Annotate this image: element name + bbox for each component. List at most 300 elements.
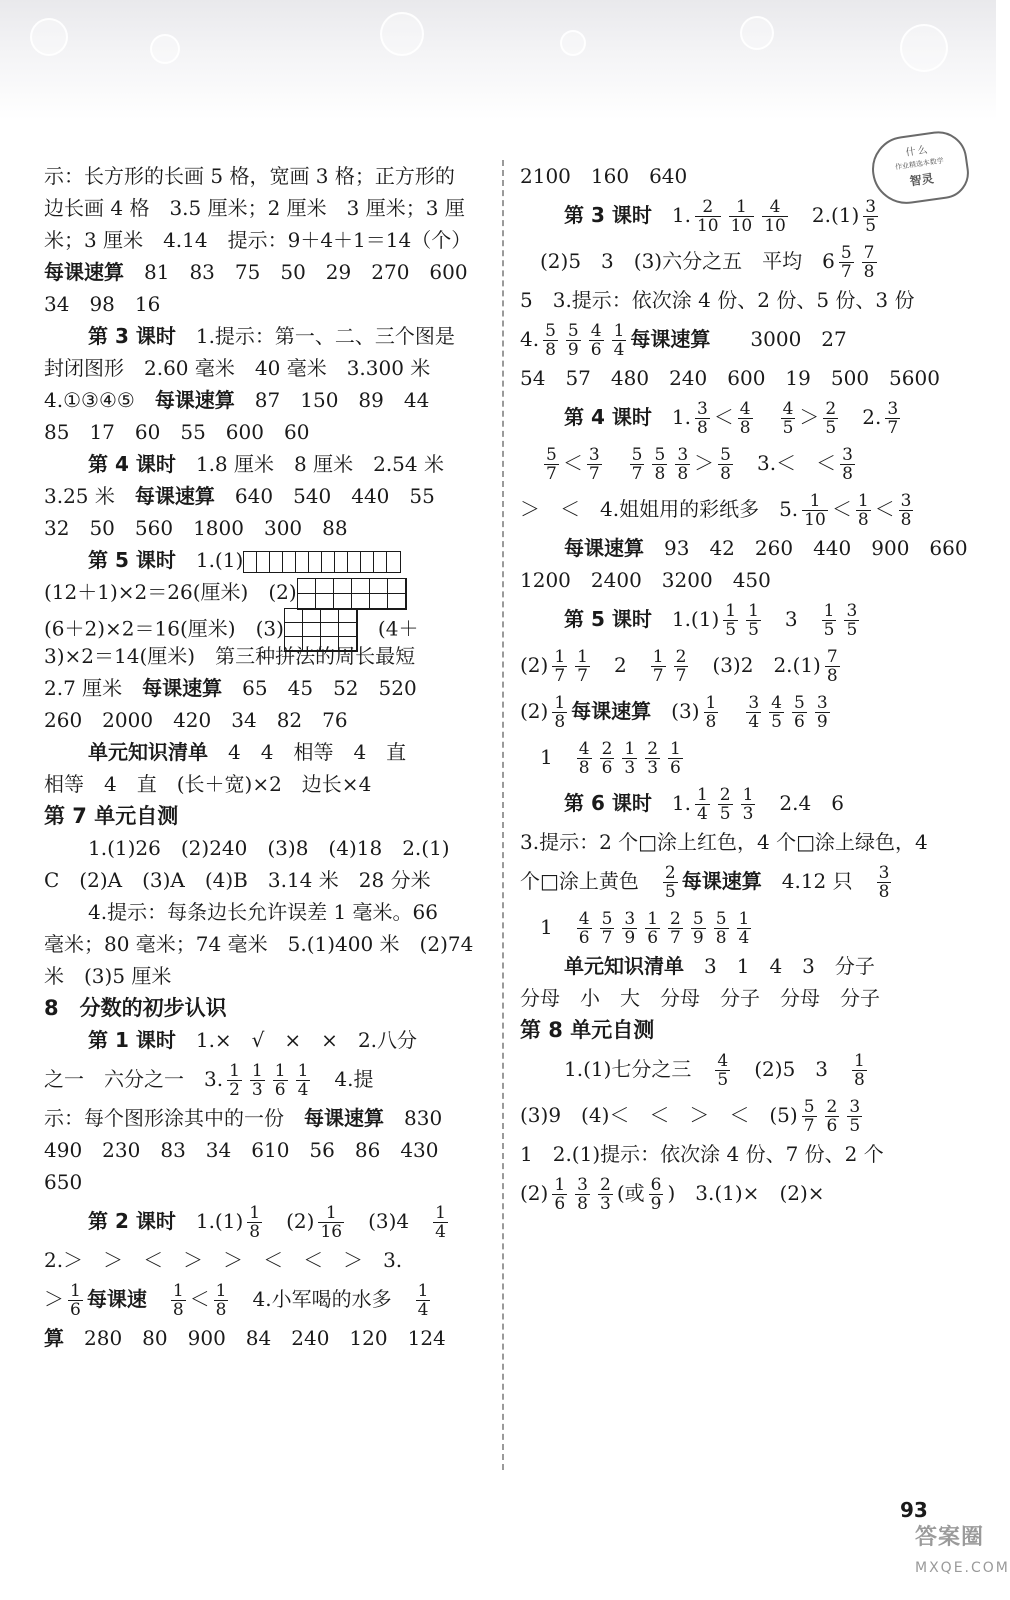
answer-line	[44, 160, 484, 192]
fraction-denominator: 6	[794, 711, 805, 732]
grid-cell	[283, 552, 296, 572]
answer-line	[520, 1170, 950, 1216]
label-bold: 第 4 课时	[564, 405, 652, 429]
answer-text: 1.	[651, 203, 691, 227]
fraction-numerator: 1	[554, 1174, 566, 1195]
fraction-denominator: 7	[554, 665, 566, 686]
fraction	[622, 908, 637, 948]
fraction-numerator: 3	[588, 444, 600, 465]
answer-text: ＞	[694, 451, 715, 475]
answer-line	[44, 928, 484, 960]
label-bold: 每课速算	[154, 388, 235, 412]
fraction	[729, 196, 755, 236]
fraction	[825, 646, 840, 686]
answer-text: (3)4	[348, 1209, 430, 1233]
answer-text: 3000 27	[730, 327, 847, 351]
answer-line	[44, 1056, 484, 1102]
answer-text: 1.(1)	[175, 548, 244, 572]
fraction-numerator: 5	[840, 242, 852, 263]
answer-text: (3)2 2.(1)	[692, 653, 821, 677]
label-bold: 第 5 课时	[88, 548, 176, 572]
fraction-denominator: 3	[742, 803, 754, 824]
answer-line	[44, 544, 484, 576]
answer-text: 2	[594, 653, 647, 677]
fraction-denominator: 6	[670, 757, 681, 778]
answer-text: ＞	[799, 405, 820, 429]
fraction-denominator: 8	[739, 417, 751, 438]
answer-line	[520, 688, 950, 734]
fraction	[802, 1096, 817, 1136]
fraction-denominator: 9	[816, 711, 828, 732]
right-answer-column	[520, 160, 968, 1216]
answer-text	[757, 405, 777, 429]
fraction-denominator: 8	[677, 463, 689, 484]
fraction-denominator: 5	[823, 619, 835, 640]
fraction	[877, 862, 892, 902]
fraction	[762, 196, 788, 236]
grid-cell	[352, 594, 370, 609]
fraction	[823, 398, 838, 438]
answer-text: 毫米；80 毫米；74 毫米 5.(1)400 米 (2)74	[44, 932, 474, 956]
fraction-denominator: 8	[826, 665, 838, 686]
fraction-numerator: 2	[702, 196, 714, 217]
answer-text: 1 2.(1)提示：依次涂 4 份、7 份、2 个	[520, 1142, 884, 1166]
fraction-numerator: 1	[70, 1280, 81, 1301]
fraction	[227, 1060, 242, 1100]
fraction	[598, 1174, 613, 1214]
fraction-denominator: 7	[577, 665, 588, 686]
fraction	[718, 444, 733, 484]
label-bold: 单元知识清单	[88, 740, 208, 764]
answer-line	[44, 288, 484, 320]
answer-line	[520, 486, 950, 532]
fraction	[433, 1202, 448, 1242]
answer-line	[44, 704, 484, 736]
answer-text: 1	[520, 915, 573, 939]
fraction-denominator: 16	[320, 1221, 343, 1242]
fraction-numerator: 2	[825, 398, 837, 419]
fraction-denominator: 9	[624, 927, 636, 948]
grid-cell	[370, 579, 388, 594]
answer-line	[44, 416, 484, 448]
answer-text: 830	[384, 1106, 443, 1130]
label-bold: 每课速算	[142, 676, 223, 700]
answer-text: 相等 4 直 (长＋宽)×2 边长×4	[44, 772, 372, 796]
fraction-denominator: 8	[863, 261, 875, 282]
grid-cell	[270, 552, 283, 572]
fraction-denominator: 5	[748, 619, 759, 640]
answer-line	[520, 316, 950, 362]
answer-line	[520, 564, 950, 596]
fraction-denominator: 3	[251, 1079, 263, 1100]
fraction-numerator: 2	[670, 908, 681, 929]
fraction	[296, 1060, 311, 1100]
fraction	[863, 196, 878, 236]
fraction	[273, 1060, 288, 1100]
fraction-numerator: 1	[748, 600, 759, 621]
answer-text: 1200 2400 3200 450	[520, 568, 771, 592]
answer-line	[520, 238, 950, 284]
grid-cell	[361, 552, 374, 572]
fraction-denominator: 4	[297, 1079, 309, 1100]
fraction	[663, 862, 678, 902]
fraction-numerator: 1	[647, 908, 659, 929]
fraction	[674, 646, 689, 686]
fraction-numerator: 1	[809, 490, 821, 511]
fraction-denominator: 8	[215, 1299, 227, 1320]
fraction-numerator: 1	[274, 1060, 286, 1081]
answer-line	[44, 576, 484, 608]
fraction	[622, 738, 637, 778]
answer-text: 1.	[651, 405, 691, 429]
answer-text: 示：长方形的长画 5 格，宽画 3 格；正方形的	[44, 164, 455, 188]
answer-text: (2)	[520, 653, 549, 677]
answer-text: 260 2000 420 34 82 76	[44, 708, 348, 732]
fraction-numerator: 6	[650, 1174, 662, 1195]
fraction-denominator: 6	[647, 927, 659, 948]
fraction	[575, 646, 590, 686]
fraction	[862, 242, 877, 282]
fraction	[68, 1280, 83, 1320]
answer-line	[44, 1276, 484, 1322]
answer-line	[44, 224, 484, 256]
answer-text: ＜	[713, 405, 734, 429]
fraction-denominator: 6	[601, 757, 613, 778]
fraction	[723, 600, 738, 640]
grid-cell	[387, 552, 400, 572]
answer-line	[44, 640, 484, 672]
answer-line	[520, 780, 950, 826]
fraction-denominator: 7	[631, 463, 643, 484]
fraction	[695, 784, 710, 824]
grid-cell	[303, 623, 321, 637]
fraction-numerator: 1	[624, 738, 636, 759]
fraction	[844, 600, 859, 640]
answer-text: 54 57 480 240 600 19 500 5600	[520, 366, 940, 390]
fraction	[738, 398, 753, 438]
answer-line	[520, 394, 950, 440]
answer-text: (2)	[520, 1181, 549, 1205]
publisher-stamp-logo: 什么 作业精选本数学 智灵	[868, 128, 973, 209]
answer-text: 85 17 60 55 600 60	[44, 420, 310, 444]
answer-line	[520, 284, 950, 316]
fraction	[718, 784, 733, 824]
answer-line	[520, 1138, 950, 1170]
fraction-numerator: 1	[735, 196, 747, 217]
fraction-denominator: 8	[842, 463, 853, 484]
label-bold: 每课速算	[44, 260, 124, 284]
fraction	[247, 1202, 262, 1242]
fraction-numerator: 5	[567, 320, 579, 341]
fraction-numerator: 3	[842, 444, 853, 465]
answer-line	[520, 362, 950, 394]
answer-text: 米；3 厘米 4.14 提示：9＋4＋1＝14（个）	[44, 228, 472, 252]
fraction	[695, 196, 721, 236]
fraction-numerator: 3	[900, 490, 912, 511]
section-heading: 第 8 单元自测	[520, 1018, 655, 1042]
label-bold: 第 6 课时	[564, 791, 652, 815]
label-bold: 算	[44, 1326, 64, 1350]
fraction-numerator: 4	[590, 320, 602, 341]
grid-cell	[316, 594, 334, 609]
answer-text: 280 80 900 84 240 120 124	[64, 1326, 446, 1350]
fraction-denominator: 8	[578, 757, 590, 778]
fraction	[781, 398, 796, 438]
fraction	[792, 692, 807, 732]
fraction	[589, 320, 604, 360]
answer-line	[44, 1322, 484, 1354]
fraction-numerator: 7	[863, 242, 875, 263]
answer-text: C (2)A (3)A (4)B 3.14 米 28 分米	[44, 868, 431, 892]
fraction	[746, 600, 761, 640]
label-bold: 每课速算	[571, 699, 652, 723]
answer-line	[44, 1102, 484, 1134]
fraction	[746, 692, 761, 732]
fraction	[704, 692, 719, 732]
answer-text: 之一 六分之一 3.	[44, 1067, 224, 1091]
answer-text: 4 4 相等 4 直	[208, 740, 407, 764]
fraction-denominator: 2	[229, 1079, 240, 1100]
answer-text: 示：每个图形涂其中的一份	[44, 1106, 304, 1130]
fraction-numerator: 4	[578, 908, 590, 929]
fraction-numerator: 2	[601, 738, 613, 759]
answer-line	[44, 832, 484, 864]
answer-line	[520, 826, 950, 858]
answer-text: (3)	[651, 699, 700, 723]
label-bold: 第 4 课时	[88, 452, 176, 476]
label-bold: 单元知识清单	[564, 954, 684, 978]
fraction-numerator: 1	[670, 738, 681, 759]
fraction-numerator: 3	[846, 600, 858, 621]
fraction-numerator: 5	[720, 444, 731, 465]
answer-text: (2)	[520, 699, 549, 723]
grid-cell	[374, 552, 387, 572]
answer-line	[44, 320, 484, 352]
fraction-denominator: 8	[249, 1221, 261, 1242]
answer-line	[520, 1092, 950, 1138]
answer-line	[520, 596, 950, 642]
answer-text: 3.提示：2 个□涂上红色，4 个□涂上绿色，4	[520, 830, 928, 854]
answer-text: 1.(1)七分之三	[564, 1057, 712, 1081]
fraction-numerator: 1	[325, 1202, 337, 1223]
answer-text: 490 230 83 34 610 56 86 430	[44, 1138, 439, 1162]
fraction-numerator: 1	[823, 600, 835, 621]
answer-line	[44, 480, 484, 512]
fraction-numerator: 3	[624, 908, 636, 929]
answer-text: 3.＜ ＜	[736, 451, 837, 475]
fraction-numerator: 3	[878, 862, 890, 883]
grid-cell	[303, 609, 321, 623]
fraction-denominator: 7	[588, 463, 600, 484]
grid-cell	[334, 594, 352, 609]
grid-cell	[339, 609, 357, 623]
fraction-denominator: 8	[715, 927, 727, 948]
fraction-denominator: 8	[577, 1193, 588, 1214]
fraction	[171, 1280, 186, 1320]
answer-text: 3 1 4 3 分子	[684, 954, 875, 978]
fraction-denominator: 5	[725, 619, 737, 640]
answer-text: 1.(1)26 (2)240 (3)8 (4)18 2.(1)	[88, 836, 450, 860]
fraction-denominator: 6	[554, 1193, 566, 1214]
fraction-denominator: 7	[803, 1115, 815, 1136]
fraction	[416, 1280, 431, 1320]
fraction-numerator: 7	[826, 646, 838, 667]
fraction-denominator: 7	[887, 417, 899, 438]
fraction-numerator: 5	[654, 444, 666, 465]
answer-text: ) 3.(1)× (2)×	[667, 1181, 825, 1205]
answer-line	[44, 736, 484, 768]
label-bold: 第 1 课时	[88, 1028, 176, 1052]
label-bold: 每课速	[86, 1287, 147, 1311]
fraction-denominator: 10	[804, 509, 826, 530]
fraction-denominator: 8	[857, 509, 869, 530]
label-bold: 每课速算	[630, 327, 711, 351]
fraction-numerator: 1	[725, 600, 737, 621]
fraction-denominator: 6	[274, 1079, 286, 1100]
fraction-denominator: 8	[900, 509, 912, 530]
answer-text: 640 540 440 55	[214, 484, 435, 508]
label-bold: 每课速算	[564, 536, 644, 560]
label-bold: 第 5 课时	[564, 607, 652, 631]
fraction	[630, 444, 645, 484]
fraction-denominator: 5	[865, 215, 877, 236]
answer-text	[722, 699, 742, 723]
fraction-denominator: 7	[652, 665, 664, 686]
fraction-numerator: 2	[826, 1096, 838, 1117]
answer-text: 2.7 厘米	[44, 676, 143, 700]
answer-text: 4.小军喝的水多	[232, 1287, 412, 1311]
answer-text: 1	[520, 745, 573, 769]
fraction-numerator: 2	[675, 646, 687, 667]
answer-text: 81 83 75 50 29 270 600	[124, 260, 468, 284]
answer-line	[44, 1166, 484, 1198]
fraction-numerator: 1	[417, 1280, 429, 1301]
fraction-numerator: 1	[297, 1060, 309, 1081]
section-heading: 8 分数的初步认识	[44, 996, 227, 1020]
answer-line	[44, 1134, 484, 1166]
answer-text: 个□涂上黄色	[520, 869, 659, 893]
answer-text: ＜	[831, 497, 852, 521]
fraction-numerator: 5	[546, 444, 557, 465]
fraction	[695, 398, 710, 438]
label-bold: 每课速算	[681, 869, 762, 893]
fraction	[668, 908, 683, 948]
fraction-denominator: 5	[849, 1115, 861, 1136]
fraction	[651, 646, 666, 686]
fraction-denominator: 7	[670, 927, 681, 948]
grid-cell	[321, 609, 339, 623]
label-bold: 第 3 课时	[88, 324, 176, 348]
answer-text: 34 98 16	[44, 292, 161, 316]
fraction	[649, 1174, 664, 1214]
fraction-numerator: 5	[794, 692, 805, 713]
grid-cell	[339, 623, 357, 637]
answer-text: ＜	[189, 1287, 210, 1311]
grid-cell	[322, 552, 335, 572]
answer-text: 4.提示：每条边长允许误差 1 毫米。66	[88, 900, 438, 924]
grid-cell	[285, 609, 303, 623]
answer-text: (3)9 (4)＜ ＜ ＞ ＜ (5)	[520, 1103, 798, 1127]
fraction	[318, 1202, 344, 1242]
fraction	[600, 908, 615, 948]
fraction-denominator: 4	[748, 711, 760, 732]
fraction-numerator: 1	[229, 1060, 240, 1081]
fraction-denominator: 4	[613, 339, 625, 360]
answer-line	[520, 982, 950, 1014]
answer-text: 1.8 厘米 8 厘米 2.54 米	[175, 452, 444, 476]
fraction-numerator: 1	[577, 646, 588, 667]
fraction	[250, 1060, 265, 1100]
watermark-logo: 答案圈	[915, 1525, 985, 1550]
fraction-numerator: 1	[696, 784, 708, 805]
answer-text: 2.＞ ＞ ＜ ＞ ＞ ＜ ＜ ＞ 3.	[44, 1248, 403, 1272]
fraction-denominator: 4	[417, 1299, 429, 1320]
fraction-numerator: 3	[748, 692, 760, 713]
fraction-denominator: 8	[854, 1069, 865, 1090]
answer-line	[44, 192, 484, 224]
grid-cell	[388, 579, 406, 594]
column-divider	[502, 160, 504, 1470]
fraction	[741, 784, 756, 824]
fraction-denominator: 3	[647, 757, 659, 778]
answer-text: 分母 小 大 分母 分子 分母 分子	[520, 986, 880, 1010]
fraction	[552, 646, 567, 686]
fraction-denominator: 5	[782, 417, 794, 438]
answer-text: 87 150 89 44	[234, 388, 430, 412]
grid-cell	[285, 623, 303, 637]
fraction-numerator: 3	[696, 398, 708, 419]
fraction	[885, 398, 900, 438]
answer-text: 3.25 米	[44, 484, 135, 508]
grid-cell	[334, 579, 352, 594]
fraction	[769, 692, 784, 732]
answer-text: ＜	[562, 451, 583, 475]
fraction-numerator: 2	[719, 784, 731, 805]
answer-text: (2)5 3 (3)六分之五 平均 6	[520, 249, 835, 273]
fraction	[552, 1174, 567, 1214]
grid-cell	[298, 579, 316, 594]
grid-cell	[296, 552, 309, 572]
fraction-numerator: 1	[613, 320, 625, 341]
fraction	[577, 738, 592, 778]
answer-text: 3	[764, 607, 818, 631]
fraction-numerator: 1	[215, 1280, 227, 1301]
fraction-denominator: 5	[846, 619, 858, 640]
answer-text: 4.12 只	[761, 869, 873, 893]
fraction-numerator: 5	[545, 320, 556, 341]
answer-text: 1.	[651, 791, 691, 815]
answer-line	[44, 672, 484, 704]
header-banner	[0, 0, 996, 120]
grid-cell	[298, 594, 316, 609]
page-number: 93	[900, 1498, 928, 1522]
bubble-decoration	[150, 34, 180, 64]
fraction-numerator: 2	[647, 738, 659, 759]
fraction-denominator: 8	[554, 711, 566, 732]
answer-line	[520, 858, 950, 904]
fraction-numerator: 1	[652, 646, 664, 667]
fraction-numerator: 1	[738, 908, 750, 929]
fraction	[839, 242, 854, 282]
rectangle-grid-figure	[243, 551, 401, 573]
fraction	[675, 444, 690, 484]
answer-text: (6＋2)×2＝16(厘米) (3)	[44, 616, 284, 641]
answer-line	[44, 896, 484, 928]
fraction-denominator: 8	[705, 711, 717, 732]
fraction	[577, 908, 592, 948]
fraction-numerator: 1	[554, 692, 566, 713]
fraction-numerator: 5	[692, 908, 704, 929]
